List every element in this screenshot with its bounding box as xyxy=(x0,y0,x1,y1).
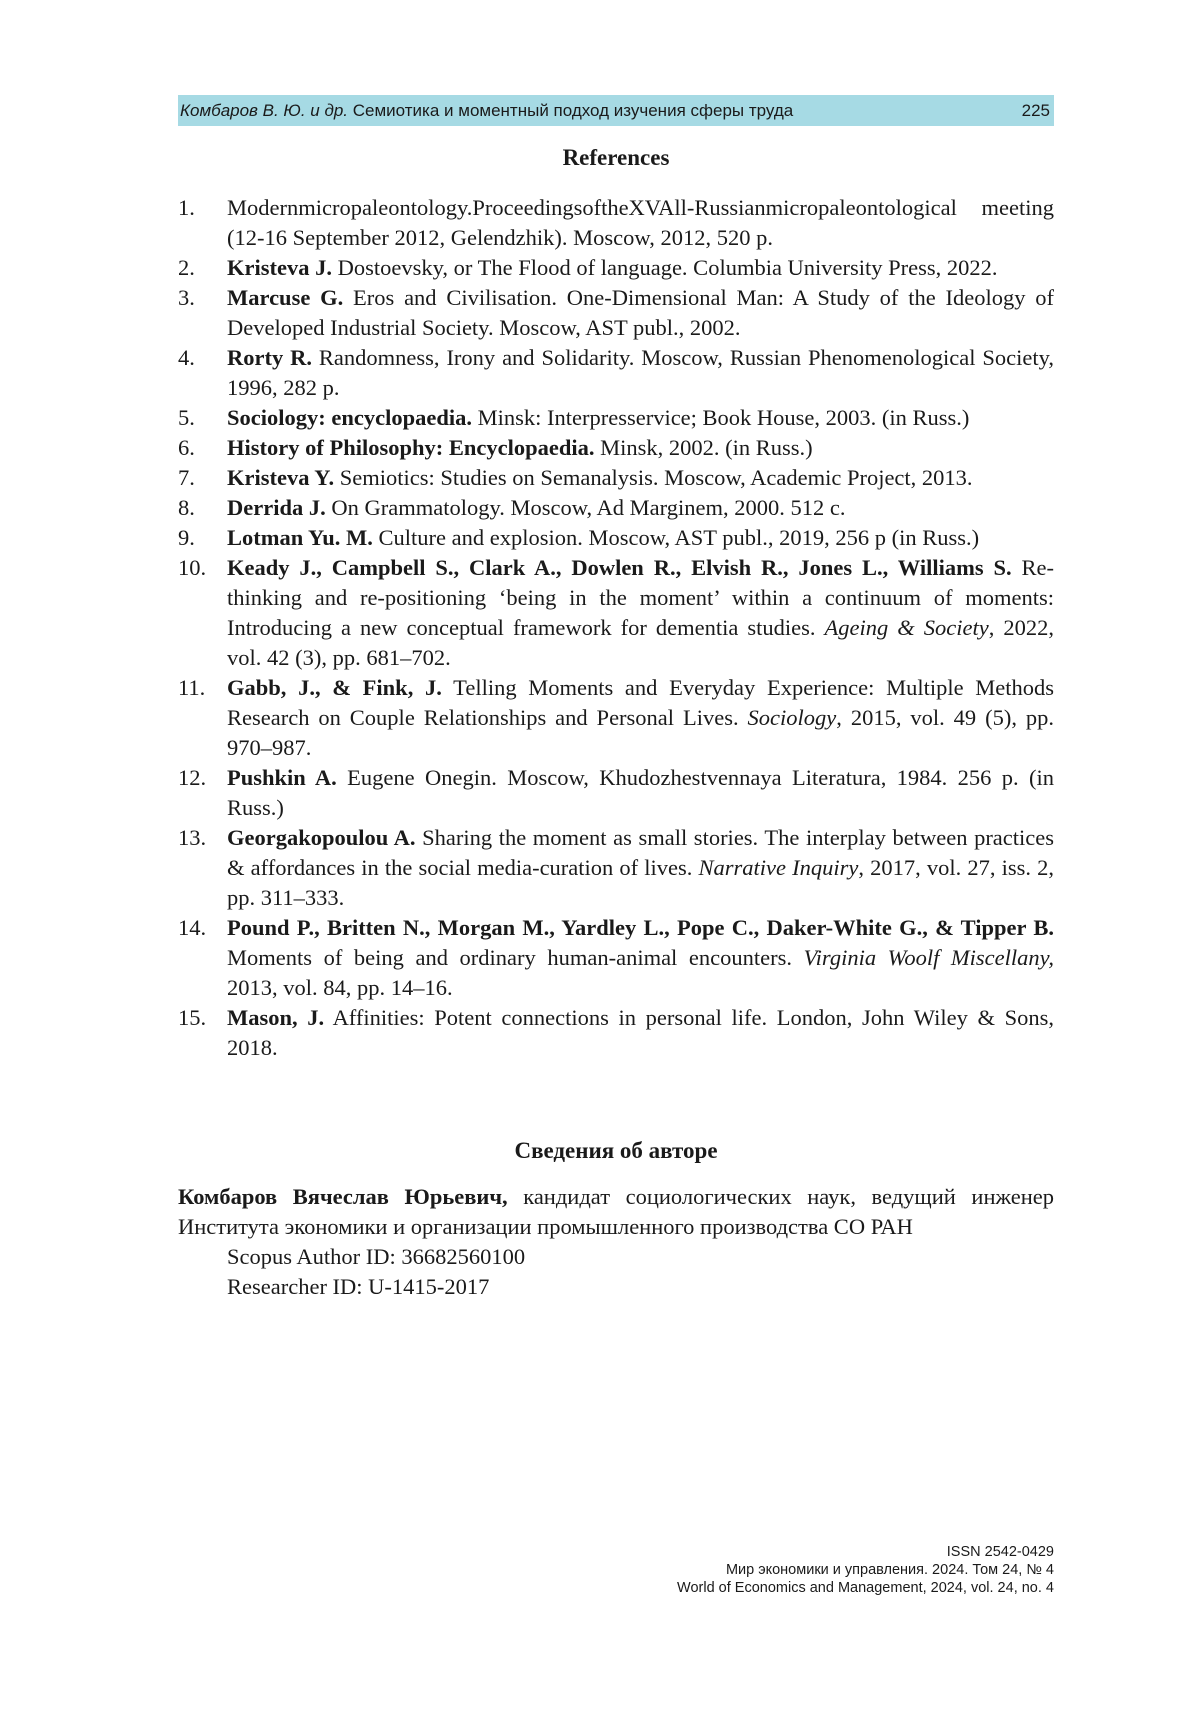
author-name: Комбаров Вячеслав Юрьевич, xyxy=(178,1184,508,1209)
reference-item: 12. Pushkin A. Eugene Onegin. Moscow, Khudozhestvennaya Literatura, 1984. 256 p. (in Russ.) xyxy=(178,765,1054,820)
running-header-authors: Комбаров В. Ю. и др. xyxy=(180,100,349,120)
references-list xyxy=(178,193,1054,1063)
references-heading: References xyxy=(562,145,670,170)
reference-item: 4. Rorty R. Randomness, Irony and Solidarity. Moscow, Russian Phenomenological Society, 1996, 282 p. xyxy=(178,345,1055,400)
author-info-heading: Сведения об авторе xyxy=(514,1138,718,1163)
reference-item: 2. Kristeva J. Dostoevsky, or The Flood of language. Columbia University Press, 2022. xyxy=(178,255,998,280)
author-description: Комбаров Вячеслав Юрьевич, кандидат социологических наук, ведущий инженер Института экономики и организации промышленного производства СО РАН xyxy=(178,1184,1054,1239)
journal-name-ru: Мир экономики и управления. 2024. Том 24, № 4 xyxy=(725,1562,1054,1578)
scopus-id: Scopus Author ID: 36682560100 xyxy=(227,1244,526,1269)
reference-item: 5. Sociology: encyclopaedia. Minsk: Interpresservice; Book House, 2003. (in Russ.) xyxy=(178,405,970,430)
reference-item: 14. Pound P., Britten N., Morgan M., Yardley L., Pope C., Daker-White G., & Tipper B. Moments of being and ordinary human-animal encounters. Virginia Woolf Miscellany, 2013, vol. 84, pp. 14–16. xyxy=(178,915,1055,1000)
author-info xyxy=(178,1182,1054,1302)
issn: ISSN 2542-0429 xyxy=(946,1544,1054,1560)
running-header-left xyxy=(180,101,793,121)
reference-item: 8. Derrida J. On Grammatology. Moscow, Ad Marginem, 2000. 512 c. xyxy=(178,495,846,520)
reference-item: 11. Gabb, J., & Fink, J. Telling Moments and Everyday Experience: Multiple Methods Research on Couple Relationships and Personal Lives. Sociology, 2015, vol. 49 (5), pp. 970–987. xyxy=(178,675,1055,760)
reference-item: 3. Marcuse G. Eros and Civilisation. One-Dimensional Man: A Study of the Ideology of Developed Industrial Society. Moscow, AST publ., 2002. xyxy=(178,285,1054,340)
researcher-id: Researcher ID: U-1415-2017 xyxy=(227,1274,490,1299)
page-number: 225 xyxy=(1021,100,1050,120)
journal-name-en: World of Economics and Management, 2024, vol. 24, no. 4 xyxy=(677,1580,1054,1596)
reference-item: 13. Georgakopoulou A. Sharing the moment as small stories. The interplay between practices & affordances in the social media-curation of lives. Narrative Inquiry, 2017, vol. 27, iss. 2, pp. 311–333. xyxy=(178,825,1055,910)
journal-footer xyxy=(677,1543,1054,1597)
reference-item: 15. Mason, J. Affinities: Potent connections in personal life. London, John Wiley & Sons, 2018. xyxy=(178,1005,1054,1060)
reference-item: 9. Lotman Yu. M. Culture and explosion. Moscow, AST publ., 2019, 256 p (in Russ.) xyxy=(178,525,980,550)
running-header-title: Семиотика и моментный подход изучения сферы труда xyxy=(352,100,794,120)
reference-item: 7. Kristeva Y. Semiotics: Studies on Semanalysis. Moscow, Academic Project, 2013. xyxy=(178,465,973,490)
running-header xyxy=(178,95,1054,126)
reference-item: 1. Modernmicropaleontology.ProceedingsoftheXVAll-Russianmicropaleontological meeting (12-16 September 2012, Gelendzhik). Moscow, 2012, 520 p. xyxy=(178,195,1054,250)
reference-item: 6. History of Philosophy: Encyclopaedia. Minsk, 2002. (in Russ.) xyxy=(178,435,813,460)
reference-item: 10. Keady J., Campbell S., Clark A., Dowlen R., Elvish R., Jones L., Williams S. Re-thinking and re-positioning ‘being in the moment’ within a continuum of moments: Introducing a new conceptual framework for dementia studies. Ageing & Society, 2022, vol. 42 (3), pp. 681–702. xyxy=(178,555,1055,670)
